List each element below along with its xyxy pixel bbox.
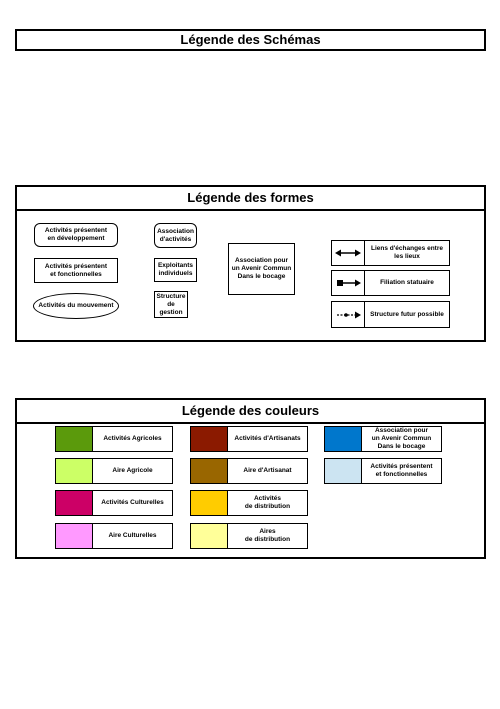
color-activites-fonctionnelles bbox=[324, 458, 442, 484]
color-aire-culturelles bbox=[55, 523, 173, 549]
arrow-filiation-statuaire-label: Filiation statuaire bbox=[380, 279, 434, 286]
schemas-title-text: Légende des Schémas bbox=[180, 32, 321, 47]
square-arrow-icon bbox=[332, 271, 365, 295]
arrow-filiation-statuaire bbox=[331, 270, 450, 296]
formes-header bbox=[17, 187, 484, 211]
formes-title: Légende des formes bbox=[187, 190, 314, 205]
color-label: Association pour un Avenir Commun Dans le bocage bbox=[371, 427, 432, 450]
color-swatch bbox=[56, 524, 93, 548]
color-label: Activités Culturelles bbox=[101, 499, 164, 506]
color-swatch bbox=[191, 491, 228, 515]
shape-association-avenir-label: Association pour un Avenir Commun Dans le bocage bbox=[231, 257, 292, 280]
shape-association-activites-label: Association d'activités bbox=[157, 227, 194, 243]
color-aire-artisanat bbox=[190, 458, 308, 484]
shape-activites-fonctionnelles bbox=[34, 258, 118, 283]
arrow-liens-echanges bbox=[331, 240, 450, 266]
couleurs-header bbox=[17, 400, 484, 424]
color-label: Activités Agricoles bbox=[103, 435, 162, 442]
shape-association-activites bbox=[154, 223, 197, 248]
arrow-structure-futur bbox=[331, 301, 450, 328]
color-association-avenir bbox=[324, 426, 442, 452]
color-aires-distribution bbox=[190, 523, 308, 549]
double-arrow-icon bbox=[332, 241, 365, 265]
color-activites-artisanats bbox=[190, 426, 308, 452]
color-swatch bbox=[191, 524, 228, 548]
shape-exploitants-individuels bbox=[154, 258, 197, 282]
color-activites-culturelles bbox=[55, 490, 173, 516]
color-swatch bbox=[56, 427, 93, 451]
color-label: Aires de distribution bbox=[244, 528, 291, 543]
shape-structure-gestion-label: Structure de gestion bbox=[156, 292, 186, 316]
color-swatch bbox=[191, 427, 228, 451]
shape-association-avenir bbox=[228, 243, 295, 295]
color-label: Activités d'Artisanats bbox=[234, 435, 301, 442]
color-swatch bbox=[191, 459, 228, 483]
color-activites-distribution bbox=[190, 490, 308, 516]
color-activites-agricoles bbox=[55, 426, 173, 452]
color-label: Activités de distribution bbox=[244, 495, 291, 510]
color-aire-agricole bbox=[55, 458, 173, 484]
color-swatch bbox=[325, 427, 362, 451]
dashed-arrow-icon bbox=[332, 302, 365, 327]
color-swatch bbox=[325, 459, 362, 483]
shape-activites-fonctionnelles-label: Activités présentent et fonctionnelles bbox=[44, 262, 108, 278]
shape-activites-mouvement bbox=[33, 293, 119, 319]
arrow-structure-futur-label: Structure futur possible bbox=[370, 310, 444, 318]
color-label: Activités présentent et fonctionnelles bbox=[370, 463, 433, 478]
color-label: Aire d'Artisanat bbox=[243, 467, 292, 474]
color-swatch bbox=[56, 459, 93, 483]
shape-activites-developpement-label: Activités présentent en développement bbox=[44, 227, 108, 242]
shape-activites-mouvement-label: Activités du mouvement bbox=[38, 302, 114, 309]
color-label: Aire Agricole bbox=[112, 467, 153, 474]
color-swatch bbox=[56, 491, 93, 515]
shape-exploitants-individuels-label: Exploitants individuels bbox=[157, 262, 194, 277]
couleurs-title: Légende des couleurs bbox=[181, 403, 320, 418]
shape-activites-developpement bbox=[34, 223, 118, 247]
shape-structure-gestion bbox=[154, 291, 188, 318]
arrow-liens-echanges-label: Liens d'échanges entre les lieux bbox=[371, 245, 443, 260]
schemas-title bbox=[15, 29, 486, 51]
color-label: Aire Culturelles bbox=[108, 532, 157, 539]
